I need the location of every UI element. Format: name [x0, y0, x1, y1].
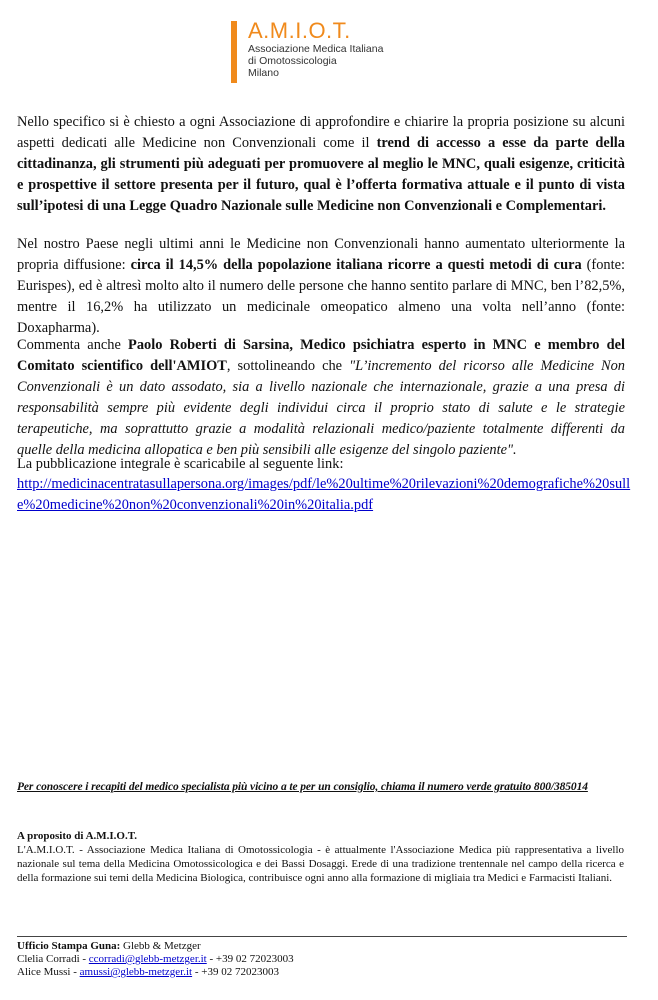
paragraph-2	[17, 234, 625, 339]
logo-subtitle-line2: di Omotossicologia	[248, 55, 337, 67]
contact-1-name: Clelia Corradi -	[17, 953, 89, 965]
paragraph-4: La pubblicazione integrale è scaricabile al seguente link:	[17, 456, 344, 472]
p3-bold: Paolo Roberti di Sarsina, Medico psichiatra esperto in MNC e membro del Comitato scientifico dell'AMIOT	[17, 337, 625, 374]
footer-divider	[17, 936, 627, 937]
p2-bold: circa il 14,5% della popolazione italiana ricorre a questi metodi di cura	[130, 257, 582, 273]
p1-bold: trend di accesso a esse da parte della cittadinanza, gli strumenti più adeguati per promuovere al meglio le MNC, quali esigenze, criticità e prospettive il settore presenta per il futuro, qual è l’offerta formativa attuale e il punto di vista sull’ipotesi di una Legge Quadro Nazionale sulle Medicine non Convenzionali e Complementari.	[17, 135, 626, 214]
press-contact-1	[17, 953, 294, 966]
logo-subtitle-line3: Milano	[248, 67, 279, 79]
press-office	[17, 940, 201, 953]
logo-bar	[231, 21, 237, 83]
logo-subtitle-line1: Associazione Medica Italiana	[248, 43, 384, 55]
p3-quote: "L’incremento del ricorso alle Medicine Non Convenzionali è un dato assodato, sia a livello nazionale che internazionale, grazie a una presa di responsabilità sempre più evidente degli individui circa il proprio stato di salute e le strategie terapeutiche, ma soprattutto grazie a modalità relazionali medico/paziente totalmente differenti da quelle della medicina allopatica e ben più sensibili alle esigenze del singolo paziente".	[17, 358, 625, 458]
p1-text: Nello specifico si è chiesto a ogni Associazione di approfondire e chiarire la propria posizione su alcuni aspetti dedicati alle Medicine non Convenzionali come il	[17, 114, 625, 151]
publication-link[interactable]: http://medicinacentratasullapersona.org/images/pdf/le%20ultime%20rilevazioni%20demografiche%20sulle%20medicine%20non%20convenzionali%20in%20italia.pdf	[17, 476, 631, 513]
press-agency: Glebb & Metzger	[120, 940, 201, 952]
contact-2-phone: - +39 02 72023003	[192, 966, 279, 978]
about-text: L'A.M.I.O.T. - Associazione Medica Italiana di Omotossicologia - è attualmente l'Associazione Medica più rappresentativa a livello nazionale sul tema della Medicina Omotossicologica e dei Bassi Dosaggi. Erede di una tradizione trentennale nel campo della ricerca e della formazione sui temi della Medicina Biologica, contribuisce ogni anno alla formazione di migliaia tra Medici e Farmacisti Italiani.	[17, 844, 624, 884]
paragraph-1	[17, 112, 625, 217]
p2-text: Nel nostro Paese negli ultimi anni le Medicine non Convenzionali hanno aumentato ulteriormente la propria diffusione:	[17, 236, 625, 273]
contact-1-email[interactable]: ccorradi@glebb-metzger.it	[88, 953, 207, 965]
press-contact-2	[17, 966, 279, 979]
contact-2-email[interactable]: amussi@glebb-metzger.it	[79, 966, 193, 978]
p3-text: Commenta anche	[17, 337, 129, 353]
contact-1-phone: - +39 02 72023003	[206, 953, 294, 965]
p3-text-mid: , sottolineando che	[226, 358, 350, 374]
p2-text-end: (fonte: Eurispes), ed è altresì molto alto il numero delle persone che hanno sentito parlare di MNC, ben l’82,5%, mentre il 16,2% ha utilizzato un medicinale omeopatico almeno una volta nell’anno (fonte: Doxapharma).	[17, 257, 625, 336]
press-label: Ufficio Stampa Guna:	[17, 940, 121, 952]
hotline-notice: Per conoscere i recapiti del medico specialista più vicino a te per un consiglio, chiama il numero verde gratuito 800/385014	[17, 781, 588, 793]
logo-title: A.M.I.O.T.	[248, 18, 351, 43]
paragraph-3	[17, 335, 625, 461]
about-heading: A proposito di A.M.I.O.T.	[17, 830, 138, 842]
contact-2-name: Alice Mussi -	[17, 966, 80, 978]
